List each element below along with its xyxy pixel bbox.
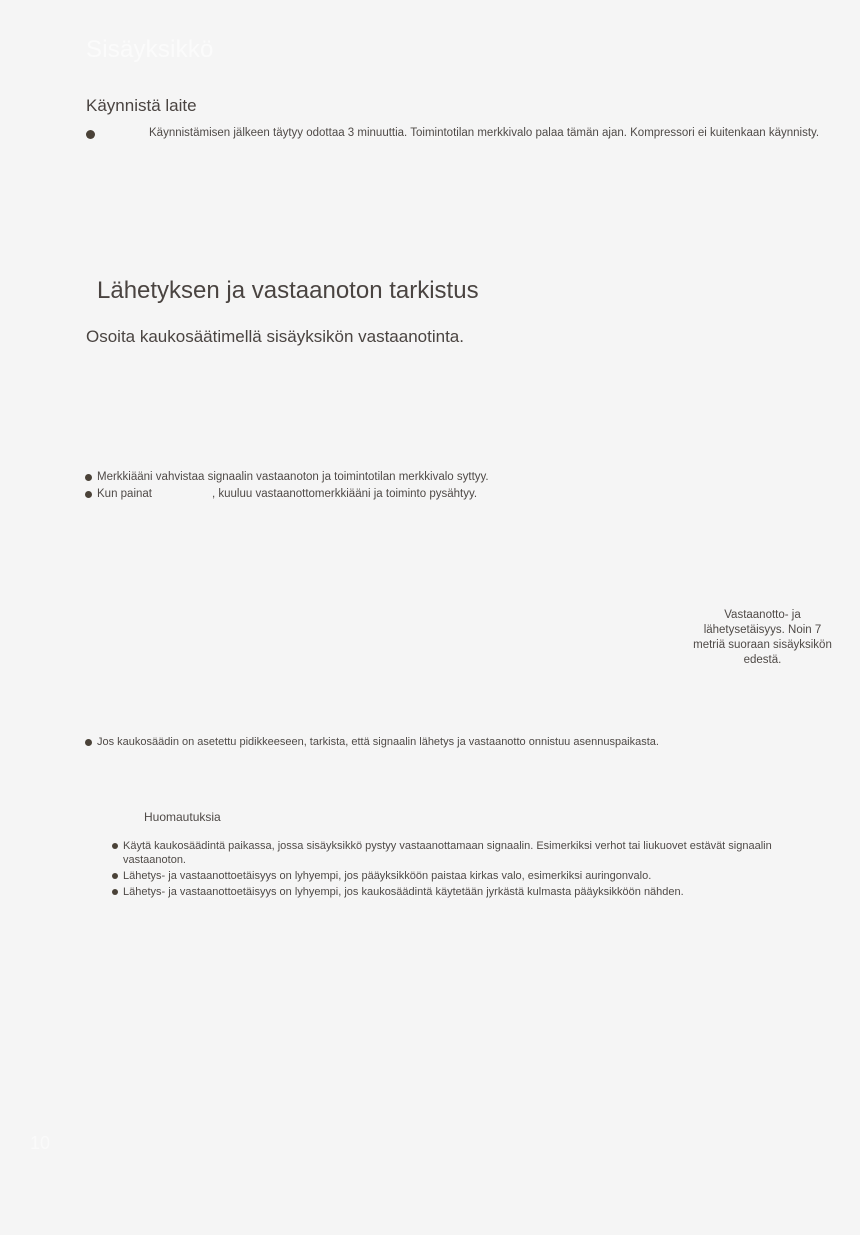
start-device-bullet-text: Käynnistämisen jälkeen täytyy odottaa 3 minuuttia. Toimintotilan merkkivalo palaa tämän ajan. Kompressori ei kuitenkaan käynnisty. bbox=[149, 127, 820, 139]
start-device-bullet bbox=[86, 126, 846, 141]
bullet-text-beep-confirm: Merkkiääni vahvistaa signaalin vastaanoton ja toimintotilan merkkivalo syttyy. bbox=[97, 471, 489, 483]
bullet-dot-icon bbox=[86, 130, 95, 139]
page-header-title: Sisäyksikkö bbox=[86, 36, 214, 63]
note-text: Lähetys- ja vastaanottoetäisyys on lyhyempi, jos pääyksikköön paistaa kirkas valo, esimerkiksi auringonvalo. bbox=[123, 870, 652, 882]
bullet-dot-icon bbox=[85, 474, 92, 481]
bullet-dot-icon bbox=[112, 873, 118, 879]
section-heading-start-device: Käynnistä laite bbox=[86, 96, 197, 115]
list-item bbox=[112, 839, 832, 867]
bullet-text-stop-button-before: Kun painat bbox=[97, 488, 152, 500]
range-caption: Vastaanotto- ja lähetysetäisyys. Noin 7 metriä suoraan sisäyksikön edestä. bbox=[693, 609, 832, 666]
notes-section-title: Huomautuksia bbox=[144, 810, 221, 824]
page-number: 10 bbox=[30, 1133, 51, 1153]
list-item bbox=[112, 869, 832, 883]
remote-holder-note bbox=[85, 735, 825, 749]
bullet-dot-icon bbox=[112, 889, 118, 895]
list-item bbox=[85, 470, 785, 484]
note-text: Käytä kaukosäädintä paikassa, jossa sisäyksikkö pystyy vastaanottamaan signaalin. Esimerkiksi verhot tai liukuovet estävät signaalin vastaanoton. bbox=[123, 840, 772, 866]
section-heading-transmission-check: Lähetyksen ja vastaanoton tarkistus bbox=[97, 277, 479, 304]
list-item bbox=[112, 885, 832, 899]
bullet-dot-icon bbox=[112, 843, 118, 849]
remote-holder-note-text: Jos kaukosäädin on asetettu pidikkeeseen, tarkista, että signaalin lähetys ja vastaanotto onnistuu asennuspaikasta. bbox=[97, 736, 659, 748]
notes-list bbox=[112, 839, 832, 901]
bullet-dot-icon bbox=[85, 491, 92, 498]
bullet-text-stop-button bbox=[97, 487, 477, 501]
transmission-check-bullet-list bbox=[85, 470, 785, 504]
list-item bbox=[85, 487, 785, 501]
note-text: Lähetys- ja vastaanottoetäisyys on lyhyempi, jos kaukosäädintä käytetään jyrkästä kulmasta pääyksikköön nähden. bbox=[123, 886, 684, 898]
bullet-text-stop-button-after: , kuuluu vastaanottomerkkiääni ja toiminto pysähtyy. bbox=[212, 488, 478, 500]
transmission-check-lead-text: Osoita kaukosäätimellä sisäyksikön vastaanotinta. bbox=[86, 327, 464, 346]
bullet-dot-icon bbox=[85, 739, 92, 746]
